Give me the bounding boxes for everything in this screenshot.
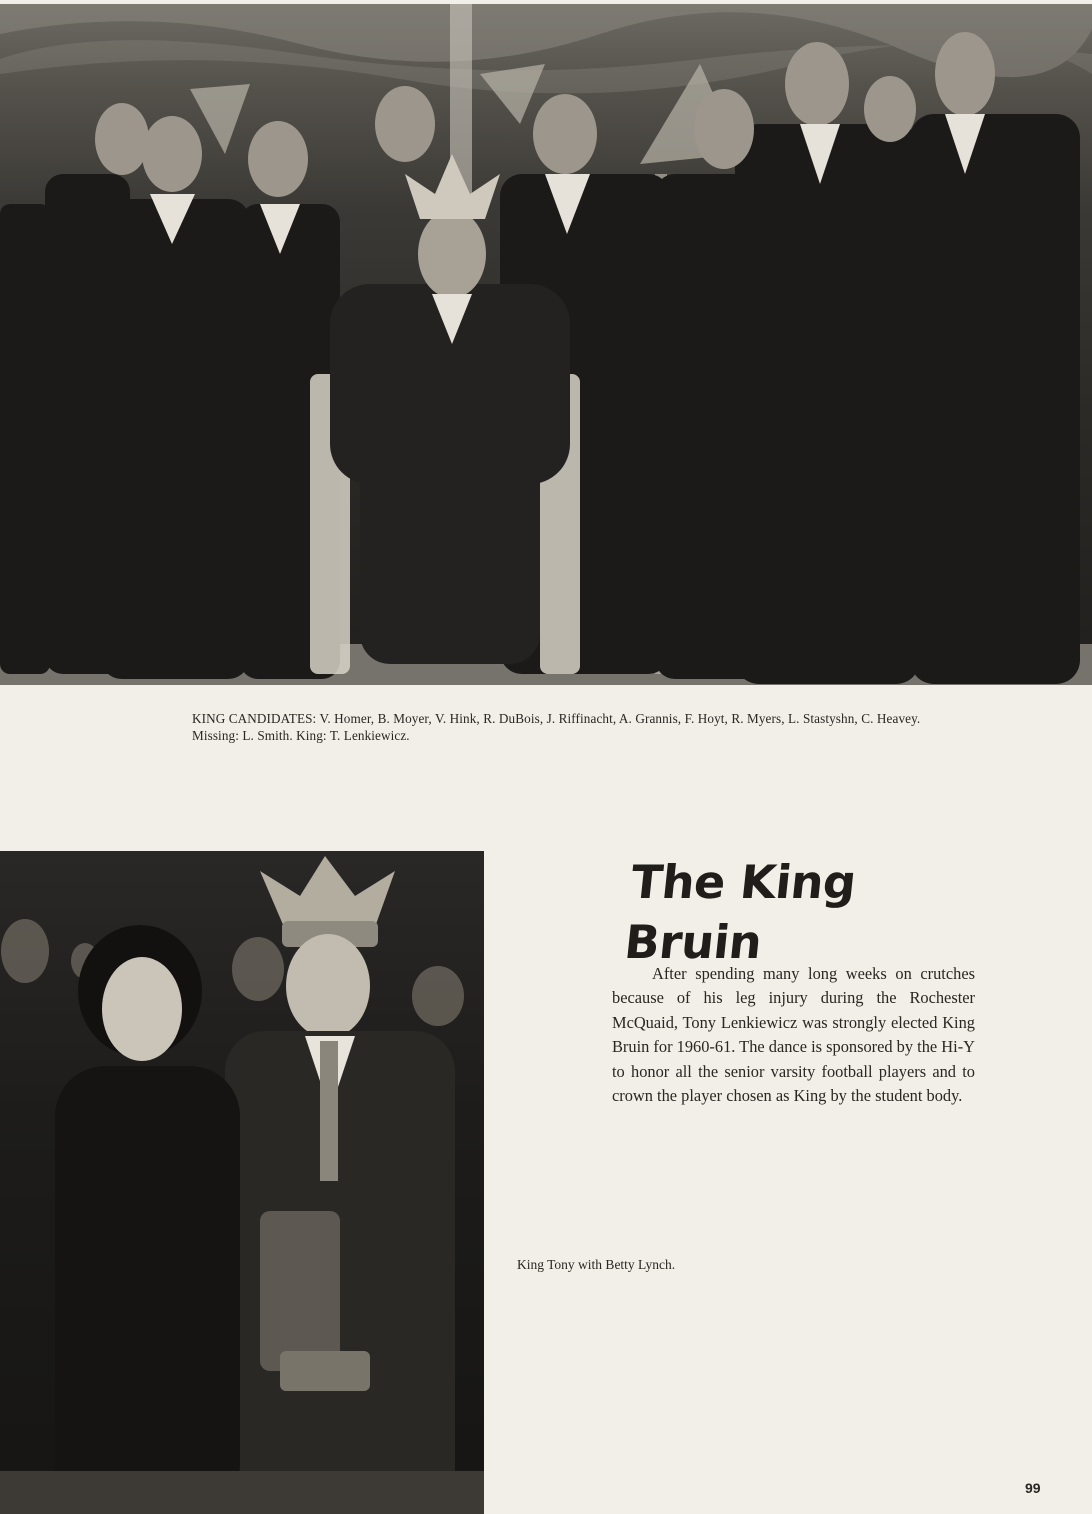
king-photo-illustration <box>0 851 484 1514</box>
photo-king-tony-with-betty-lynch <box>0 851 484 1514</box>
article-body: After spending many long weeks on crutches because of his leg injury during the Rochester McQuaid, Tony Lenkiewicz was strongly elected King Bruin for 1960-61. The dance is sponsored by the Hi-Y to honor all the senior varsity football players and to crown the player chosen as King by the student body. <box>612 964 975 1106</box>
group-photo-king-candidates <box>0 4 1092 685</box>
king-tony-caption: King Tony with Betty Lynch. <box>517 1257 676 1272</box>
page-title: The King Bruin <box>622 855 859 969</box>
page-number: 99 <box>1025 1480 1041 1496</box>
king-candidates-caption: KING CANDIDATES: V. Homer, B. Moyer, V. Hink, R. DuBois, J. Riffinacht, A. Grannis, F. Hoyt, R. Myers, L. Stastyshn, C. Heavey. Missing: L. Smith. King: T. Lenkiewicz. <box>192 711 921 743</box>
group-photo-illustration <box>0 4 1092 685</box>
